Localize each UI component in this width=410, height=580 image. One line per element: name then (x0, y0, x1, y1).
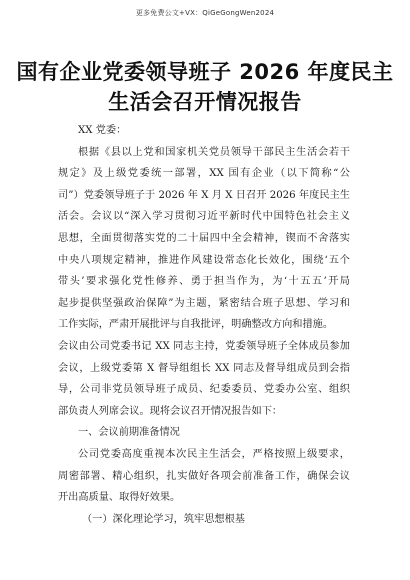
salutation: XX 党委： (78, 125, 127, 136)
paragraph-3 (58, 444, 350, 509)
paragraph-line: 根据《县以上党和国家机关党员领导干部民主生活会若干 (78, 146, 350, 158)
paragraph-line: 中央八项规定精神，推进作风建设常态化长效化，围绕‘五个 (58, 254, 350, 266)
paragraph-line: 活会。会议以“深入学习贯彻习近平新时代中国特色社会主义 (58, 211, 350, 223)
paragraph-line: 规定》及上级党委统一部署，XX 国有企业（以下简称“公 (58, 168, 350, 180)
paragraph-1 (58, 142, 350, 336)
header-banner: 更多免费公文+VX：QiGeGongWen2024 (135, 9, 275, 17)
subsection-heading-1: （一）深化理论学习，筑牢思想根基 (82, 513, 245, 525)
document-title-line-2: 生活会召开情况报告 (108, 90, 302, 114)
paragraph-line: 司”）党委领导班子于 2026 年 X 月 X 日召开 2026 年度民主生 (58, 189, 350, 201)
paragraph-line: 工作实际，严肃开展批评与自我批评，明确整改方向和措施。 (58, 319, 334, 331)
section-heading-1: 一、会议前期准备情况 (78, 427, 180, 439)
paragraph-line: 导，公司非党员领导班子成员、纪委委员、党委办公室、组织 (58, 384, 350, 396)
paragraph-2 (58, 336, 350, 422)
paragraph-line: 会议由公司党委书记 XX 同志主持，党委领导班子全体成员参加 (58, 340, 350, 352)
paragraph-line: 起步提供坚强政治保障”为主题，紧密结合班子思想、学习和 (58, 297, 350, 309)
paragraph-line: 思想，全面贯彻落实党的二十届四中全会精神，锲而不舍落实 (58, 232, 350, 244)
document-body (58, 120, 350, 530)
paragraph-line: 开出高质量、取得好效果。 (58, 492, 181, 504)
paragraph-line: 部负责人列席会议。现将会议召开情况报告如下： (58, 405, 283, 417)
paragraph-line: 周密部署、精心组织，扎实做好各项会前准备工作，确保会议 (58, 470, 350, 482)
document-title-line-1: 国有企业党委领导班子 2026 年度民主 (16, 60, 394, 84)
paragraph-line: 会议，上级党委第 X 督导组组长 XX 同志及督导组成员到会指 (58, 362, 350, 374)
paragraph-line: 公司党委高度重视本次民主生活会，严格按照上级要求， (78, 448, 350, 460)
paragraph-line: 带头’要求强化党性修养、勇于担当作为，为‘十五五’开局 (58, 276, 350, 288)
